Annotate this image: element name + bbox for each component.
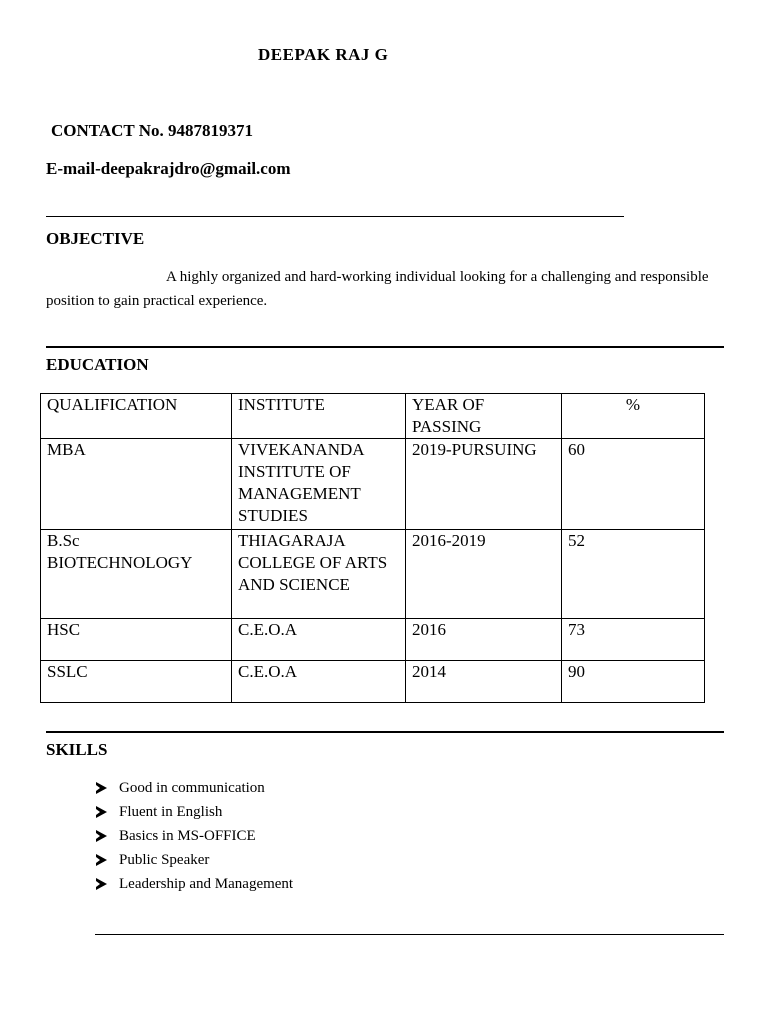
percent-cell: 73: [562, 619, 705, 661]
education-heading: EDUCATION: [46, 355, 149, 374]
year-cell: 2016-2019: [406, 530, 562, 619]
candidate-name: DEEPAK RAJ G: [258, 45, 389, 64]
qualification-cell: HSC: [41, 619, 232, 661]
skill-label: Fluent in English: [119, 804, 223, 820]
email-address: E-mail-deepakrajdro@gmail.com: [46, 159, 291, 178]
table-row: [41, 661, 705, 703]
list-item: [96, 872, 293, 896]
arrow-bullet-icon: [96, 830, 107, 842]
skills-list: [96, 776, 293, 896]
education-table: [40, 393, 705, 703]
year-cell: 2019-PURSUING: [406, 439, 562, 530]
list-item: [96, 776, 293, 800]
column-header-percent: %: [562, 394, 705, 439]
arrow-bullet-icon: [96, 878, 107, 890]
footer-divider: [95, 934, 724, 935]
objective-divider: [46, 346, 724, 348]
institute-cell: VIVEKANANDA INSTITUTE OF MANAGEMENT STUDIES: [232, 439, 406, 530]
qualification-cell: MBA: [41, 439, 232, 530]
column-header-qualification: QUALIFICATION: [41, 394, 232, 439]
institute-cell: C.E.O.A: [232, 661, 406, 703]
arrow-bullet-icon: [96, 782, 107, 794]
table-row: [41, 530, 705, 619]
percent-cell: 60: [562, 439, 705, 530]
percent-cell: 90: [562, 661, 705, 703]
list-item: [96, 800, 293, 824]
list-item: [96, 824, 293, 848]
objective-text: A highly organized and hard-working individual looking for a challenging and responsible position to gain practical experience.: [46, 269, 709, 309]
skill-label: Public Speaker: [119, 852, 210, 868]
list-item: [96, 848, 293, 872]
year-cell: 2014: [406, 661, 562, 703]
year-cell: 2016: [406, 619, 562, 661]
skills-heading: SKILLS: [46, 740, 108, 759]
column-header-year: YEAR OF PASSING: [406, 394, 562, 439]
arrow-bullet-icon: [96, 806, 107, 818]
objective-heading: OBJECTIVE: [46, 229, 145, 248]
qualification-cell: SSLC: [41, 661, 232, 703]
table-row: [41, 439, 705, 530]
education-divider: [46, 731, 724, 733]
header-divider: [46, 216, 624, 217]
percent-cell: 52: [562, 530, 705, 619]
skill-label: Leadership and Management: [119, 876, 294, 892]
contact-number: CONTACT No. 9487819371: [51, 121, 253, 140]
institute-cell: THIAGARAJA COLLEGE OF ARTS AND SCIENCE: [232, 530, 406, 619]
institute-cell: C.E.O.A: [232, 619, 406, 661]
column-header-institute: INSTITUTE: [232, 394, 406, 439]
skill-label: Good in communication: [119, 780, 265, 796]
qualification-cell: B.Sc BIOTECHNOLOGY: [41, 530, 232, 619]
table-header-row: [41, 394, 705, 439]
skill-label: Basics in MS-OFFICE: [119, 828, 256, 844]
table-row: [41, 619, 705, 661]
arrow-bullet-icon: [96, 854, 107, 866]
